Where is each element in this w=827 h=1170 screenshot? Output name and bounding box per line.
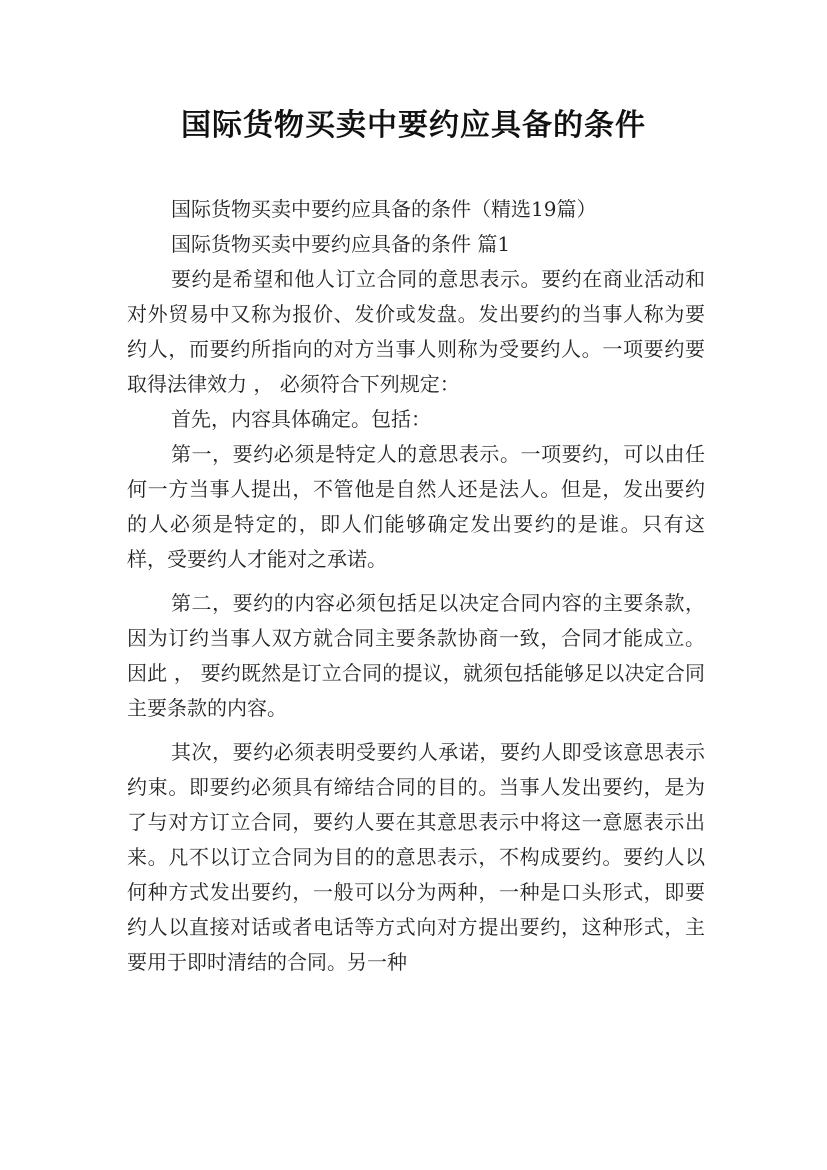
paragraph-point-two: 第二，要约的内容必须包括足以决定合同内容的主要条款，因为订约当事人双方就合同主要条款协商一致，合同才能成立。因此 ， 要约既然是订立合同的提议，就须包括能够足以决定合同主要条款的内容。 <box>127 591 705 720</box>
paragraph-section-heading: 国际货物买卖中要约应具备的条件 篇1 <box>171 232 511 256</box>
paragraph-point-one: 第一，要约必须是特定人的意思表示。一项要约，可以由任何一方当事人提出，不管他是自然人还是法人。但是，发出要约的人必须是特定的，即人们能够确定发出要约的是谁。只有这样，受要约人才能对之承诺。 <box>127 442 705 571</box>
paragraph-definition: 要约是希望和他人订立合同的意思表示。要约在商业活动和对外贸易中又称为报价、发价或发盘。发出要约的当事人称为要约人，而要约所指向的对方当事人则称为受要约人。一项要约要取得法律效力 ， 必须符合下列规定： <box>127 267 705 396</box>
paragraph-subtitle: 国际货物买卖中要约应具备的条件（精选19篇） <box>171 197 597 221</box>
document-title: 国际货物买卖中要约应具备的条件 <box>181 108 646 143</box>
document-body <box>127 192 705 980</box>
paragraph-second-condition: 其次，要约必须表明受要约人承诺，要约人即受该意思表示约束。即要约必须具有缔结合同的目的。当事人发出要约，是为了与对方订立合同，要约人要在其意思表示中将这一意愿表示出来。凡不以订立合同为目的的意思表示，不构成要约。要约人以何种方式发出要约，一般可以分为两种，一种是口头形式，即要约人以直接对话或者电话等方式向对方提出要约，这种形式，主要用于即时清结的合同。另一种 <box>127 740 705 974</box>
paragraph-first-condition: 首先，内容具体确定。包括： <box>171 407 431 431</box>
